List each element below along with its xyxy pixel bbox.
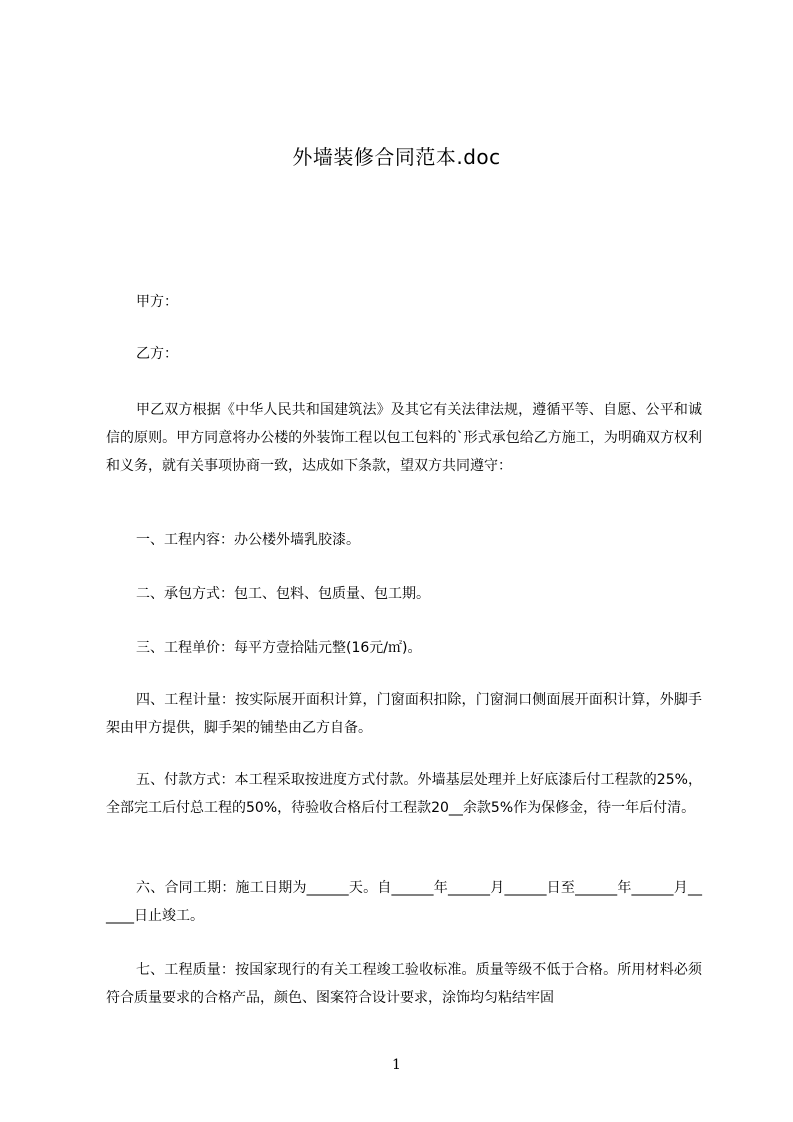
- paragraph-clause-1: 一、工程内容：办公楼外墙乳胶漆。: [136, 532, 360, 548]
- paragraph-clause-2: 二、承包方式：包工、包料、包质量、包工期。: [136, 586, 430, 602]
- page-number: 1: [392, 1057, 401, 1073]
- paragraph-clause-4: 四、工程计量：按实际展开面积计算，门窗面积扣除，门窗洞口侧面展开面积计算，外脚手架由甲方提供，脚手架的铺垫由乙方自备。: [106, 692, 702, 736]
- document-title: 外墙装修合同范本.doc: [292, 145, 501, 169]
- paragraph-clause-3: 三、工程单价：每平方壹拾陆元整(16元/㎡)。: [136, 640, 422, 656]
- paragraph-party-b: 乙方：: [136, 346, 178, 362]
- paragraph-clause-6: 六、合同工期：施工日期为______天。自______年______月______日至______年______月______日止竣工。: [106, 880, 702, 924]
- paragraph-party-a: 甲方：: [136, 294, 178, 310]
- paragraph-clause-7: 七、工程质量：按国家现行的有关工程竣工验收标准。质量等级不低于合格。所用材料必须符合质量要求的合格产品，颜色、图案符合设计要求，涂饰均匀粘结牢固: [106, 962, 702, 1006]
- paragraph-clause-5: 五、付款方式：本工程采取按进度方式付款。外墙基层处理并上好底漆后付工程款的25%，全部完工后付总工程的50%，待验收合格后付工程款20__余款5%作为保修金，待一年后付清。: [106, 772, 702, 816]
- paragraph-preamble: 甲乙双方根据《中华人民共和国建筑法》及其它有关法律法规，遵循平等、自愿、公平和诚信的原则。甲方同意将办公楼的外装饰工程以包工包料的`形式承包给乙方施工，为明确双方权利和义务，就有关事项协商一致，达成如下条款，望双方共同遵守：: [106, 402, 702, 474]
